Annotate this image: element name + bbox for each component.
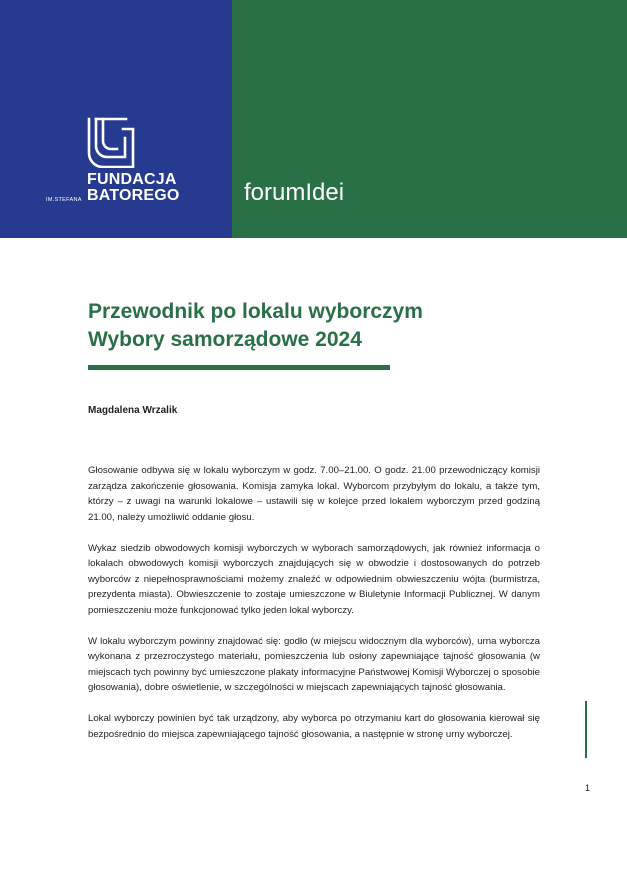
title-line-1: Przewodnik po lokalu wyborczym (88, 300, 423, 323)
title-line-2: Wybory samorządowe 2024 (88, 328, 362, 351)
document-body (88, 463, 540, 758)
author-name: Magdalena Wrzalik (88, 405, 178, 416)
header-blue-panel (0, 0, 232, 238)
logo-text-fundacja: FUNDACJA (87, 171, 177, 188)
series-name: forumIdei (244, 179, 345, 206)
paragraph: Wykaz siedzib obwodowych komisji wyborczych w wyborach samorządowych, jak również informacja o lokalach obwodowych komisji wyborczych znajdujących się w obwodzie i dostosowanych do potrzeb wyborców z niepełnosprawnościami możemy znaleźć w odpowiednim obwieszczeniu wójta (burmistrza, prezydenta miasta). Obwieszczenie to zostaje umieszczone w Biuletynie Informacji Publicznej. W danym pomieszczeniu może funkcjonować tylko jeden lokal wyborczy. (88, 542, 540, 616)
document-title (88, 298, 423, 354)
document-header (0, 0, 627, 238)
paragraph: W lokalu wyborczym powinny znajdować się: godło (w miejscu widocznym dla wyborców), urna wyborcza wykonana z przezroczystego materiału, pomieszczenia lub osłony zapewniające tajność głosowania (w miejscach tych powinny być umieszczone plakaty informacyjne Państwowej Komisji Wyborczej o sposobie głosowania), dobre oświetlenie, w szczególności w miejscach zapewniających tajność głosowania. (88, 635, 540, 693)
title-underline (88, 365, 390, 370)
margin-marker (585, 701, 587, 758)
foundation-logo-icon (86, 116, 136, 168)
paragraph: Lokal wyborczy powinien być tak urządzony, aby wyborca po otrzymaniu kart do głosowania kierował się bezpośrednio do miejsca zapewniającego tajność głosowania, a następnie w stronę urny wyborczej. (88, 713, 540, 740)
logo-text-batorego: BATOREGO (87, 187, 180, 204)
page-number: 1 (584, 783, 590, 793)
paragraph: Głosowanie odbywa się w lokalu wyborczym w godz. 7.00–21.00. O godz. 21.00 przewodniczący komisji zarządza zakończenie głosowania. Komisja zamyka lokal. Wyborcom przybyłym do lokalu, a także tym, którzy – z uwagi na warunki lokalowe – ustawili się w kolejce przed lokalem wyborczym przed godziną 21.00, należy umożliwić oddanie głosu. (88, 465, 540, 523)
logo-text-prefix: IM.STEFANA (46, 197, 82, 203)
